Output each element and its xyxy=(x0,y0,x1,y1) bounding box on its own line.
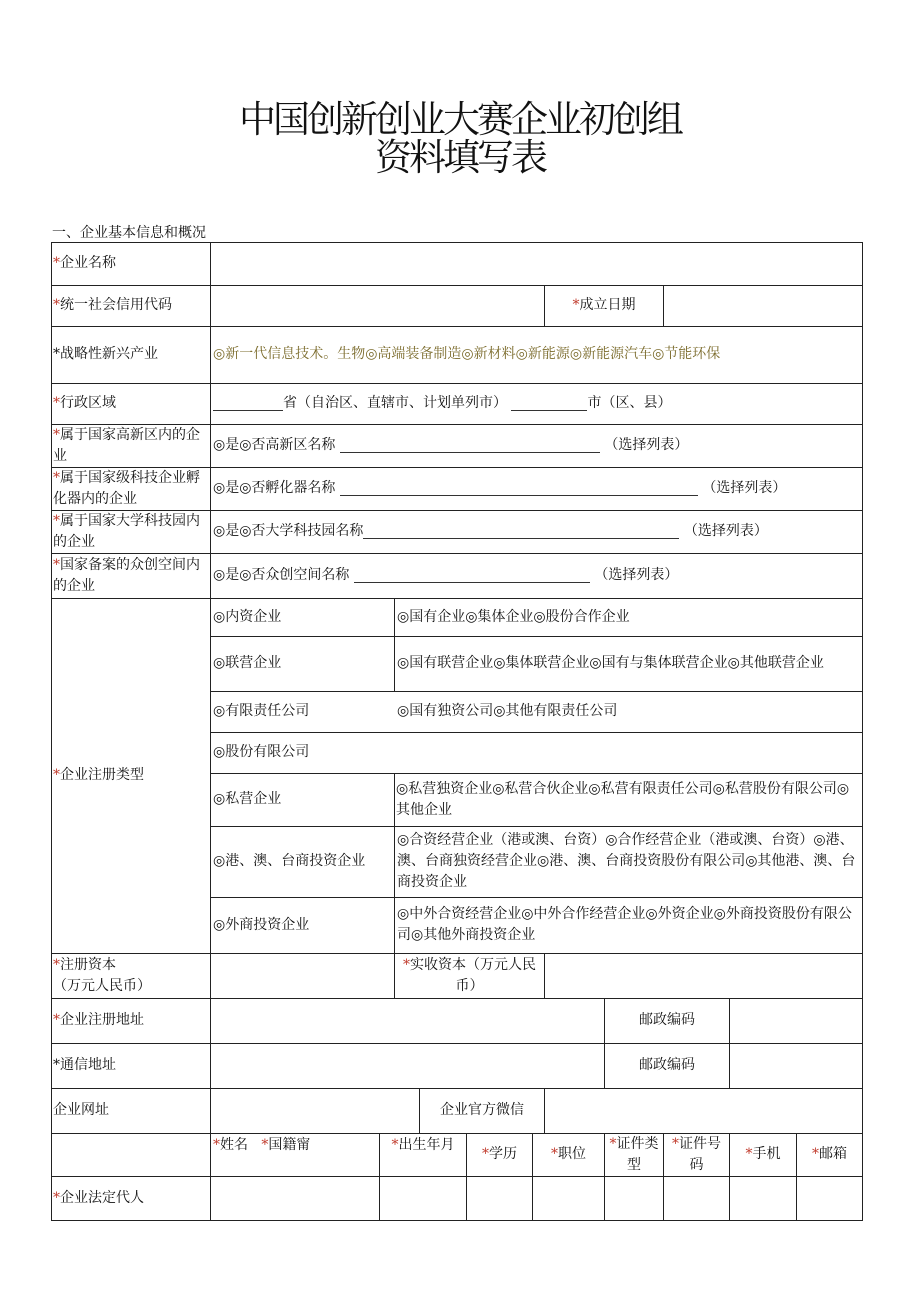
wechat-field[interactable] xyxy=(545,1088,862,1133)
grid-line xyxy=(394,598,395,691)
reg-subtype-domestic[interactable]: ◎国有企业◎集体企业◎股份合作企业 xyxy=(397,608,630,625)
city-blank[interactable] xyxy=(511,396,587,411)
legal-rep-mobile-field[interactable] xyxy=(730,1176,796,1220)
reg-subtype-joint[interactable]: ◎国有联营企业◎集体联营企业◎国有与集体联营企业◎其他联营企业 xyxy=(397,655,824,671)
legal-rep-education-field[interactable] xyxy=(467,1176,532,1220)
incubator-name-blank[interactable] xyxy=(340,481,698,496)
reg-capital-field[interactable] xyxy=(211,953,394,998)
reg-type-joint-stock[interactable]: ◎股份有限公司 xyxy=(213,744,310,760)
company-name-label: * 企业名称 xyxy=(53,242,210,285)
region-field[interactable]: 省（自治区、直辖市、计划单列市） 市（区、县） xyxy=(213,383,862,424)
reg-type-foreign[interactable]: ◎外商投资企业 xyxy=(213,916,310,933)
page-title: 中国创新创业大赛企业初创组 xyxy=(239,98,681,141)
website-field[interactable] xyxy=(211,1088,419,1133)
mail-postcode-field[interactable] xyxy=(730,1043,862,1088)
reg-subtype-foreign[interactable]: ◎中外合资经营企业◎中外合作经营企业◎外资企业◎外商投资股份有限公司◎其他外商投资企业 xyxy=(397,906,852,943)
hitech-zone-field[interactable]: ◎是◎否高新区名称 （选择列表） xyxy=(213,437,689,453)
rep-header-education: *学历 xyxy=(482,1146,517,1162)
established-label: * 成立日期 xyxy=(572,297,636,313)
mail-address-field[interactable] xyxy=(211,1043,604,1088)
unipark-field[interactable]: ◎是◎否大学科技园名称 （选择列表） xyxy=(213,523,768,539)
reg-type-domestic[interactable]: ◎内资企业 xyxy=(213,608,282,625)
strategic-industry-options[interactable]: ◎新一代信息技术。生物◎高端装备制造◎新材料◎新能源◎新能源汽车◎节能环保 xyxy=(213,346,721,362)
rep-header-id-no: *证件号 码 xyxy=(672,1135,721,1173)
reg-subtype-llc[interactable]: ◎国有独资公司◎其他有限责任公司 xyxy=(397,703,618,719)
rep-header-email: *邮箱 xyxy=(812,1146,847,1162)
reg-subtype-private[interactable]: ◎私营独资企业◎私营合伙企业◎私营有限责任公司◎私营股份有限公司◎其他企业 xyxy=(396,780,850,818)
province-blank[interactable] xyxy=(213,396,283,411)
required-mark: * xyxy=(53,255,60,271)
legal-rep-birth-field[interactable] xyxy=(380,1176,466,1220)
section-heading: 一、企业基本信息和概况 xyxy=(52,225,206,241)
legal-rep-label: * 企业法定代人 xyxy=(53,1189,144,1206)
reg-type-llc[interactable]: ◎有限责任公司 xyxy=(213,703,310,719)
website-label: 企业网址 xyxy=(53,1102,109,1118)
hitech-name-blank[interactable] xyxy=(340,438,600,453)
reg-type-joint[interactable]: ◎联营企业 xyxy=(213,655,282,671)
credit-code-field[interactable] xyxy=(211,285,544,326)
wechat-label: 企业官方微信 xyxy=(440,1102,524,1118)
page-subtitle: 资料填写表 xyxy=(375,136,545,179)
rep-header-empty xyxy=(51,1133,210,1176)
paid-capital-field[interactable] xyxy=(545,953,862,998)
grid-line xyxy=(51,1220,863,1221)
maker-name-blank[interactable] xyxy=(354,568,590,583)
legal-rep-email-field[interactable] xyxy=(797,1176,862,1220)
grid-line xyxy=(394,773,395,953)
region-label: * 行政区域 xyxy=(53,395,116,411)
company-name-field[interactable] xyxy=(211,242,862,285)
legal-rep-id-no-field[interactable] xyxy=(664,1176,729,1220)
strategic-industry-label: * 战略性新兴产业 xyxy=(53,346,158,362)
legal-rep-id-type-field[interactable] xyxy=(605,1176,663,1220)
registration-form xyxy=(51,242,863,1221)
unipark-label: *属于国家大学科技园内的企业 xyxy=(53,512,200,550)
unipark-name-blank[interactable] xyxy=(363,524,679,539)
legal-rep-name-field[interactable] xyxy=(211,1176,379,1220)
mail-postcode-label: 邮政编码 xyxy=(639,1057,695,1073)
rep-header-name-nationality: *姓名 *国籍甯 xyxy=(213,1137,311,1153)
hitech-zone-label: *属于国家高新区内的企业 xyxy=(53,426,200,464)
incubator-label: *属于国家级科技企业孵化器内的企业 xyxy=(53,469,200,507)
maker-space-label: *国家备案的众创空间内的企业 xyxy=(53,556,200,594)
incubator-field[interactable]: ◎是◎否孵化器名称 （选择列表） xyxy=(213,480,787,496)
credit-code-label: * 统一社会信用代码 xyxy=(53,297,172,313)
reg-type-private[interactable]: ◎私营企业 xyxy=(213,791,282,807)
rep-header-mobile: *手机 xyxy=(745,1146,781,1162)
reg-address-label: * 企业注册地址 xyxy=(53,1012,144,1028)
paid-capital-label: *实收资本（万元人民 币） xyxy=(403,956,536,994)
rep-header-birth: *出生年月 xyxy=(391,1137,455,1153)
reg-address-field[interactable] xyxy=(211,998,604,1043)
maker-space-field[interactable]: ◎是◎否众创空间名称 （选择列表） xyxy=(213,567,679,583)
established-field[interactable] xyxy=(664,285,862,326)
mail-address-label: * 通信地址 xyxy=(53,1057,116,1073)
reg-type-label: * 企业注册类型 xyxy=(53,767,144,783)
postcode-field[interactable] xyxy=(730,998,862,1043)
reg-type-hmt[interactable]: ◎港、澳、台商投资企业 xyxy=(213,853,366,869)
rep-header-id-type: *证件类 型 xyxy=(609,1135,659,1173)
reg-capital-label: *注册资本 （万元人民币） xyxy=(53,956,151,994)
grid-line xyxy=(51,242,52,1221)
postcode-label: 邮政编码 xyxy=(639,1012,695,1028)
reg-subtype-hmt[interactable]: ◎合资经营企业（港或澳、台资）◎合作经营企业（港或澳、台资）◎港、澳、台商独资经营企业◎港、澳、台商投资股份有限公司◎其他港、澳、台商投资企业 xyxy=(397,832,856,890)
legal-rep-position-field[interactable] xyxy=(533,1176,604,1220)
rep-header-position: *职位 xyxy=(551,1146,586,1162)
